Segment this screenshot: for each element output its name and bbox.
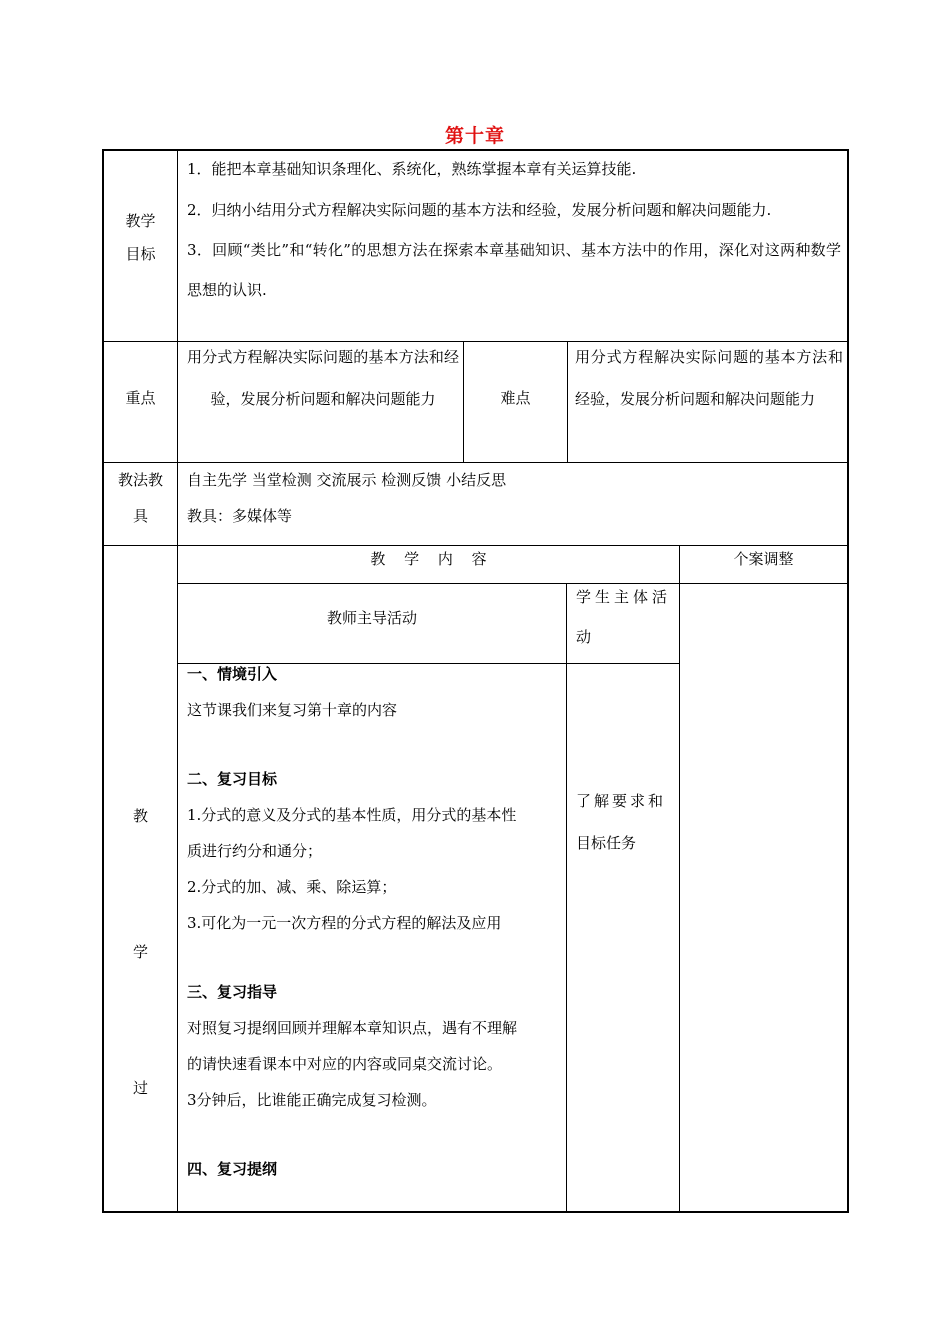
section-line: 这节课我们来复习第十章的内容 (187, 701, 398, 719)
label-column-divider (177, 149, 178, 1213)
content-header: 教 学 内 容 (370, 550, 487, 568)
methods-label-text: 教法教具 (117, 471, 163, 525)
objective-item: 3．回顾“类比”和“转化”的思想方法在探索本章基础知识、基本方法中的作用，深化对这两种数学思想的认识. (187, 241, 841, 299)
teacher-header: 教师主导活动 (326, 609, 417, 627)
difficulty-label: 难点 (500, 389, 531, 407)
methods-line: 自主先学 当堂检测 交流展示 检测反馈 小结反思 (187, 471, 507, 489)
objectives-label (104, 205, 177, 271)
section-line: 1.分式的意义及分式的基本性质，用分式的基本性 (187, 806, 517, 824)
key-point-label: 重点 (125, 389, 156, 407)
section-heading: 一、情境引入 (187, 665, 278, 683)
page-title: 第十章 (444, 125, 505, 147)
adjust-column-divider (679, 545, 680, 1213)
objective-item: 2．归纳小结用分式方程解决实际问题的基本方法和经验，发展分析问题和解决问题能力. (187, 201, 772, 219)
objectives-content (187, 148, 841, 310)
section-line: 的请快速看课本中对应的内容或同桌交流讨论。 (187, 1055, 503, 1073)
methods-content (187, 462, 841, 534)
table-bottom-border (102, 1211, 849, 1213)
process-label-char: 过 (132, 1079, 148, 1097)
objectives-label-text: 教学目标 (125, 212, 156, 263)
section-line: 2.分式的加、减、乘、除运算； (187, 878, 397, 896)
adjust-header: 个案调整 (733, 550, 794, 568)
student-activity-line: 目标任务 (576, 834, 637, 852)
section-heading: 二、复习目标 (187, 770, 278, 788)
difficulty-column-divider (567, 341, 568, 462)
content-header-divider (177, 583, 849, 584)
student-activity-line: 了解要求和 (576, 792, 667, 810)
section-heading: 三、复习指导 (187, 983, 278, 1001)
process-label-char: 教 (132, 807, 148, 825)
section-line: 3分钟后，比谁能正确完成复习检测。 (187, 1091, 437, 1109)
key-point-text: 用分式方程解决实际问题的基本方法和经验，发展分析问题和解决问题能力 (187, 348, 459, 408)
teacher-content (187, 656, 561, 1187)
methods-line: 教具：多媒体等 (187, 507, 293, 525)
table-right-border (847, 149, 849, 1213)
section-line: 3.可化为一元一次方程的分式方程的解法及应用 (187, 914, 502, 932)
difficulty-text: 用分式方程解决实际问题的基本方法和经验，发展分析问题和解决问题能力 (575, 348, 843, 408)
objective-item: 1．能把本章基础知识条理化、系统化，熟练掌握本章有关运算技能. (187, 160, 637, 178)
section-heading: 四、复习提纲 (187, 1160, 278, 1178)
table-left-border (102, 149, 104, 1213)
section-line: 质进行约分和通分； (187, 842, 323, 860)
student-header: 学生主体活动 (576, 588, 672, 646)
methods-label (104, 462, 177, 534)
student-activity (576, 780, 674, 864)
process-label-char: 学 (132, 943, 148, 961)
student-column-divider (566, 583, 567, 1213)
section-line: 对照复习提纲回顾并理解本章知识点，遇有不理解 (187, 1019, 518, 1037)
